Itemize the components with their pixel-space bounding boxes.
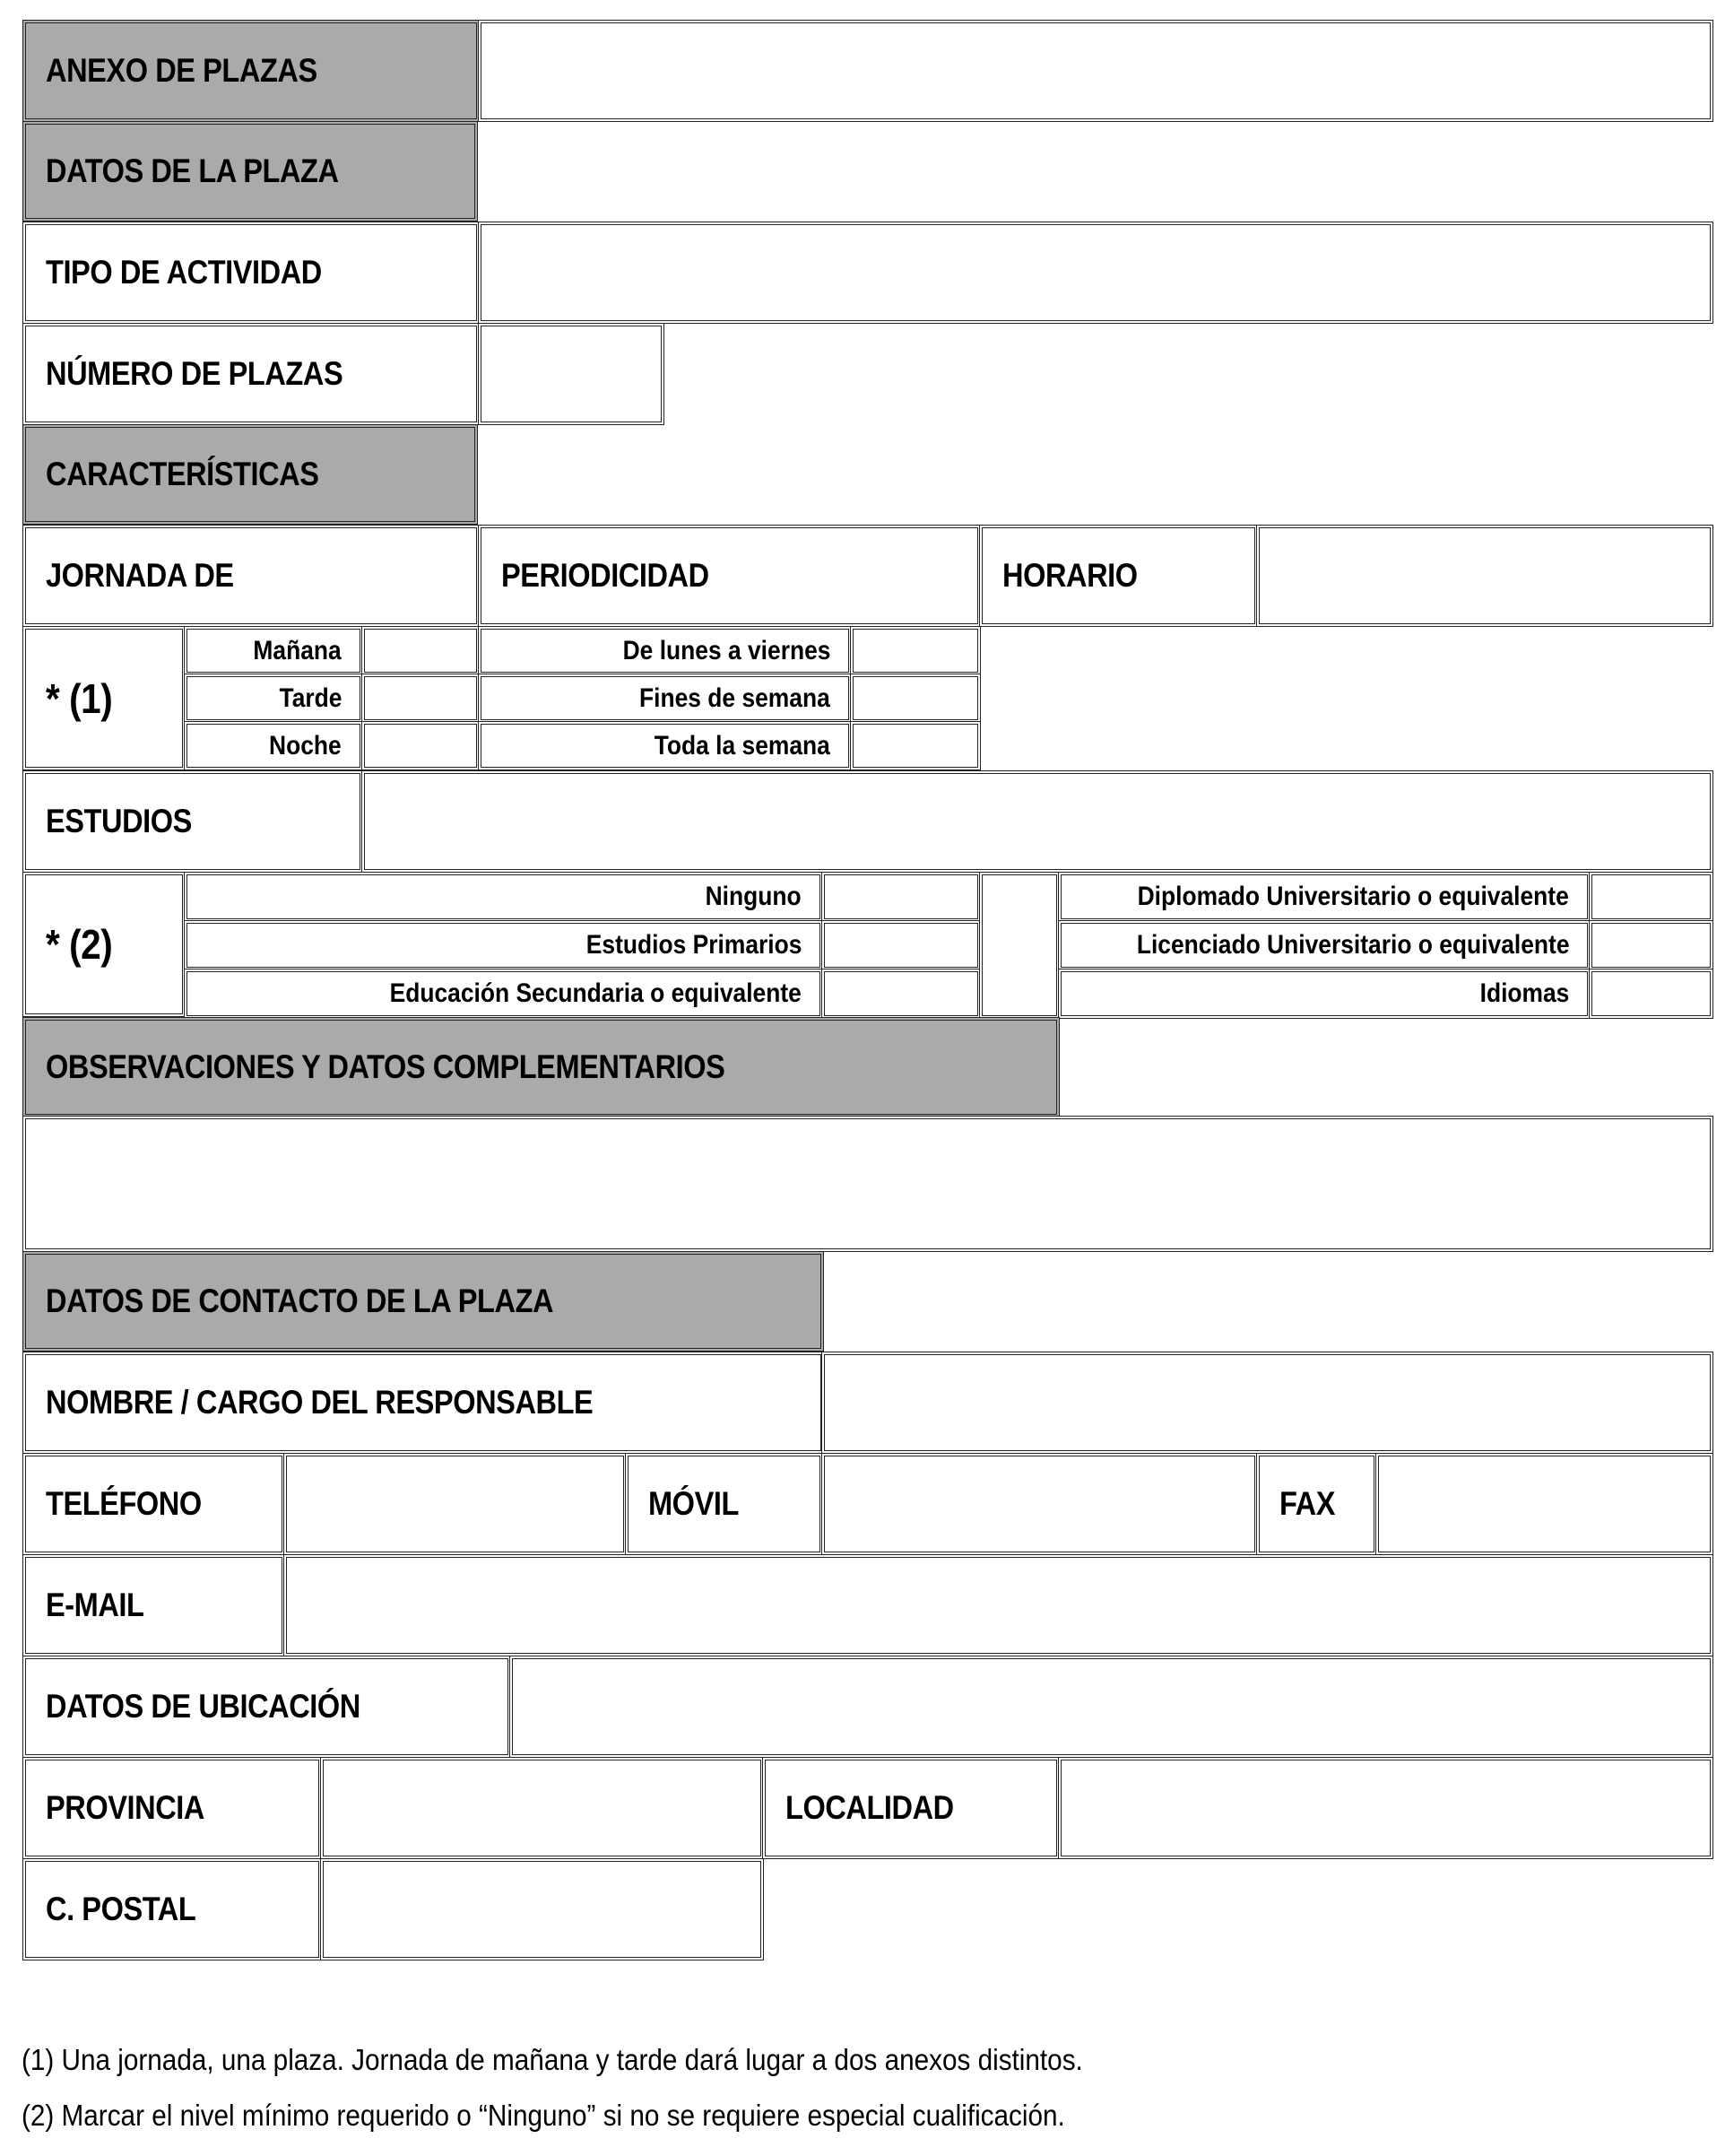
- turno-label: Tarde: [184, 674, 363, 723]
- fax-label: FAX: [1256, 1453, 1377, 1555]
- telefono-label: TELÉFONO: [22, 1453, 285, 1555]
- movil-label: MÓVIL: [625, 1453, 823, 1555]
- turno-label: Mañana: [184, 626, 363, 675]
- estudio-label: Licenciado Universitario o equivalente: [1058, 920, 1591, 970]
- responsable-field[interactable]: [821, 1352, 1713, 1454]
- localidad-field[interactable]: [1058, 1757, 1713, 1859]
- estudio-label: Idiomas: [1058, 969, 1591, 1019]
- periodo-checkbox[interactable]: [850, 674, 981, 723]
- numero-plazas-label: NÚMERO DE PLAZAS: [22, 323, 480, 425]
- telefono-field[interactable]: [283, 1453, 627, 1555]
- responsable-label: NOMBRE / CARGO DEL RESPONSABLE: [22, 1352, 824, 1454]
- horario-label: HORARIO: [979, 525, 1258, 627]
- email-label: E-MAIL: [22, 1554, 285, 1656]
- periodicidad-label: PERIODICIDAD: [478, 525, 981, 627]
- estudios-field[interactable]: [361, 770, 1713, 873]
- cpostal-label: C. POSTAL: [22, 1858, 322, 1960]
- estudio-checkbox[interactable]: [821, 872, 981, 922]
- email-field[interactable]: [283, 1554, 1713, 1656]
- observaciones-field[interactable]: [22, 1116, 1713, 1252]
- estudio-checkbox[interactable]: [1589, 969, 1713, 1019]
- tipo-actividad-label: TIPO DE ACTIVIDAD: [22, 222, 480, 324]
- ubicacion-title: DATOS DE UBICACIÓN: [22, 1656, 511, 1758]
- cpostal-field[interactable]: [320, 1858, 764, 1960]
- jornada-de-label: JORNADA DE: [22, 525, 480, 627]
- numero-plazas-field[interactable]: [478, 323, 664, 425]
- estudio-label: Educación Secundaria o equivalente: [184, 969, 823, 1019]
- estudio-checkbox[interactable]: [821, 920, 981, 970]
- fax-field[interactable]: [1375, 1453, 1713, 1555]
- localidad-label: LOCALIDAD: [762, 1757, 1060, 1859]
- turno-checkbox[interactable]: [361, 674, 480, 723]
- periodo-checkbox[interactable]: [850, 721, 981, 770]
- movil-field[interactable]: [821, 1453, 1258, 1555]
- estudio-label: Diplomado Universitario o equivalente: [1058, 872, 1591, 922]
- ubicacion-field[interactable]: [509, 1656, 1713, 1758]
- periodo-label: Fines de semana: [478, 674, 852, 723]
- tipo-actividad-field[interactable]: [478, 222, 1713, 324]
- turno-checkbox[interactable]: [361, 626, 480, 675]
- periodo-label: Toda la semana: [478, 721, 852, 770]
- turno-label: Noche: [184, 721, 363, 770]
- periodo-checkbox[interactable]: [850, 626, 981, 675]
- horario-field[interactable]: [1256, 525, 1713, 627]
- estudios-spacer: [979, 872, 1060, 1019]
- observaciones-label: OBSERVACIONES Y DATOS COMPLEMENTARIOS: [22, 1017, 1060, 1117]
- jornada-marker: * (1): [22, 626, 186, 770]
- anexo-field[interactable]: [478, 20, 1713, 122]
- turno-checkbox[interactable]: [361, 721, 480, 770]
- provincia-label: PROVINCIA: [22, 1757, 322, 1859]
- estudio-label: Ninguno: [184, 872, 823, 922]
- contacto-title: DATOS DE CONTACTO DE LA PLAZA: [22, 1251, 824, 1352]
- anexo-label: ANEXO DE PLAZAS: [22, 20, 480, 122]
- estudios-label: ESTUDIOS: [22, 770, 363, 873]
- estudio-checkbox[interactable]: [1589, 872, 1713, 922]
- datos-plaza-label: DATOS DE LA PLAZA: [22, 121, 478, 222]
- provincia-field[interactable]: [320, 1757, 764, 1859]
- footnote: (2) Marcar el nivel mínimo requerido o “Ninguno” si no se requiere especial cualificación.: [22, 2099, 1065, 2132]
- estudios-marker: * (2): [22, 872, 186, 1017]
- estudio-label: Estudios Primarios: [184, 920, 823, 970]
- estudio-checkbox[interactable]: [821, 969, 981, 1019]
- footnote: (1) Una jornada, una plaza. Jornada de mañana y tarde dará lugar a dos anexos distintos.: [22, 2043, 1083, 2076]
- periodo-label: De lunes a viernes: [478, 626, 852, 675]
- caracteristicas-label: CARACTERÍSTICAS: [22, 424, 478, 525]
- estudio-checkbox[interactable]: [1589, 920, 1713, 970]
